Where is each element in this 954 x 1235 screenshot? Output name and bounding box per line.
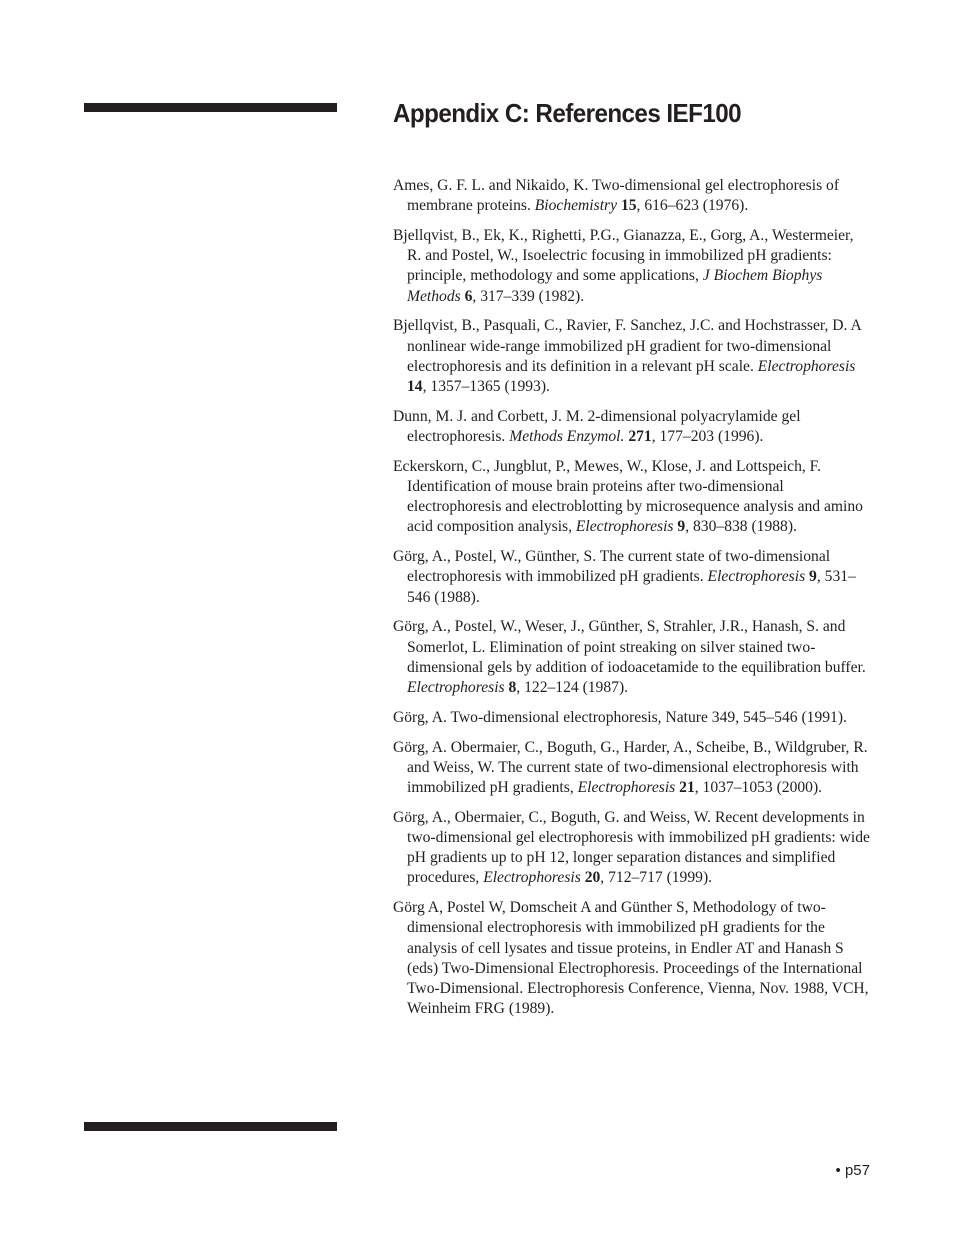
reference-journal: Electrophoresis	[407, 679, 505, 697]
page-title: Appendix C: References IEF100	[393, 98, 741, 128]
bottom-rule	[84, 1122, 337, 1131]
reference-text: Görg, A. Two-dimensional electrophoresis, Nature 349, 545–546 (1991).	[393, 708, 847, 726]
reference-item	[393, 226, 871, 307]
reference-item	[393, 316, 871, 397]
reference-volume: 21	[679, 779, 695, 797]
reference-volume: 271	[628, 428, 652, 446]
reference-tail: , 177–203 (1996).	[651, 428, 764, 446]
reference-tail: , 317–339 (1982).	[472, 287, 585, 305]
reference-journal: Electrophoresis	[483, 869, 581, 887]
reference-journal: Electrophoresis	[575, 518, 674, 536]
reference-journal: Electrophoresis	[577, 779, 676, 797]
reference-volume: 9	[809, 568, 817, 586]
reference-volume: 20	[584, 869, 601, 887]
reference-item	[393, 547, 871, 608]
reference-item	[393, 457, 871, 538]
reference-journal: Electrophoresis	[707, 568, 806, 586]
reference-text: Bjellqvist, B., Ek, K., Righetti, P.G., Gianazza, E., Gorg, A., Westermeier, R. and Postel, W., Isoelectric focusing in immobilized pH gradients: principle, methodology and some applications,	[393, 227, 854, 285]
reference-journal: Methods Enzymol.	[509, 428, 625, 446]
reference-item	[393, 708, 871, 728]
reference-tail: , 1037–1053 (2000).	[694, 779, 823, 797]
reference-volume: 15	[620, 197, 637, 215]
reference-text: Eckerskorn, C., Jungblut, P., Mewes, W., Klose, J. and Lottspeich, F. Identification of mouse brain proteins after two-dimensional electrophoresis and electroblotting by microsequence analysis and amino acid composition analysis,	[393, 457, 863, 536]
reference-text: Görg, A., Obermaier, C., Boguth, G. and Weiss, W. Recent developments in two-dimensional gel electrophoresis with immobilized pH gradients: wide pH gradients up to pH 12, longer separation distances and simplified procedures,	[393, 808, 870, 887]
reference-item	[393, 407, 871, 447]
reference-text: Bjellqvist, B., Pasquali, C., Ravier, F. Sanchez, J.C. and Hochstrasser, D. A nonlinear wide-range immobilized pH gradient for two-dimensional electrophoresis and its definition in a relevant pH scale.	[393, 317, 861, 375]
reference-item	[393, 808, 871, 889]
reference-tail: , 1357–1365 (1993).	[422, 378, 550, 396]
reference-item	[393, 898, 871, 1019]
top-rule	[84, 103, 337, 112]
reference-text: Ames, G. F. L. and Nikaido, K. Two-dimensional gel electrophoresis of membrane proteins.	[393, 177, 840, 215]
reference-journal: J Biochem Biophys Methods	[407, 267, 823, 305]
reference-volume: 14	[407, 378, 423, 396]
reference-text: Görg, A. Obermaier, C., Boguth, G., Harder, A., Scheibe, B., Wildgruber, R. and Weiss, W. The current state of two-dimensional electrophoresis with immobilized pH gradients,	[393, 738, 868, 797]
reference-tail: , 531–546 (1988).	[407, 568, 856, 606]
reference-tail: , 616–623 (1976).	[636, 197, 749, 215]
reference-volume: 9	[677, 518, 686, 536]
reference-text: Görg, A., Postel, W., Günther, S. The current state of two-dimensional electrophoresis with immobilized pH gradients.	[393, 548, 831, 586]
reference-item	[393, 617, 871, 698]
reference-text: Dunn, M. J. and Corbett, J. M. 2-dimensional polyacrylamide gel electrophoresis.	[393, 407, 801, 446]
reference-journal: Electrophoresis	[757, 357, 856, 375]
reference-item	[393, 738, 871, 799]
reference-tail: , 712–717 (1999).	[600, 869, 713, 887]
reference-tail: , 830–838 (1988).	[685, 518, 797, 536]
reference-list	[393, 176, 871, 1029]
reference-tail: , 122–124 (1987).	[516, 679, 629, 697]
reference-item	[393, 176, 871, 216]
reference-volume: 8	[508, 679, 517, 697]
reference-text: Görg, A., Postel, W., Weser, J., Günther, S, Strahler, J.R., Hanash, S. and Somerlot, L. Elimination of point streaking on silver stained two-dimensional gels by addition of iodoacetamide to the equilibration buffer.	[393, 618, 866, 676]
reference-text: Görg A, Postel W, Domscheit A and Günther S, Methodology of two-dimensional electrophoresis with immobilized pH gradients for the analysis of cell lysates and tissue proteins, in Endler AT and Hanash S (eds) Two-Dimensional Electrophoresis. Proceedings of the International Two-Dimensional. Electrophoresis Conference, Vienna, Nov. 1988, VCH, Weinheim FRG (1989).	[393, 899, 869, 1018]
reference-journal: Biochemistry	[534, 197, 618, 215]
page-number: • p57	[835, 1162, 870, 1179]
reference-volume: 6	[464, 287, 473, 305]
